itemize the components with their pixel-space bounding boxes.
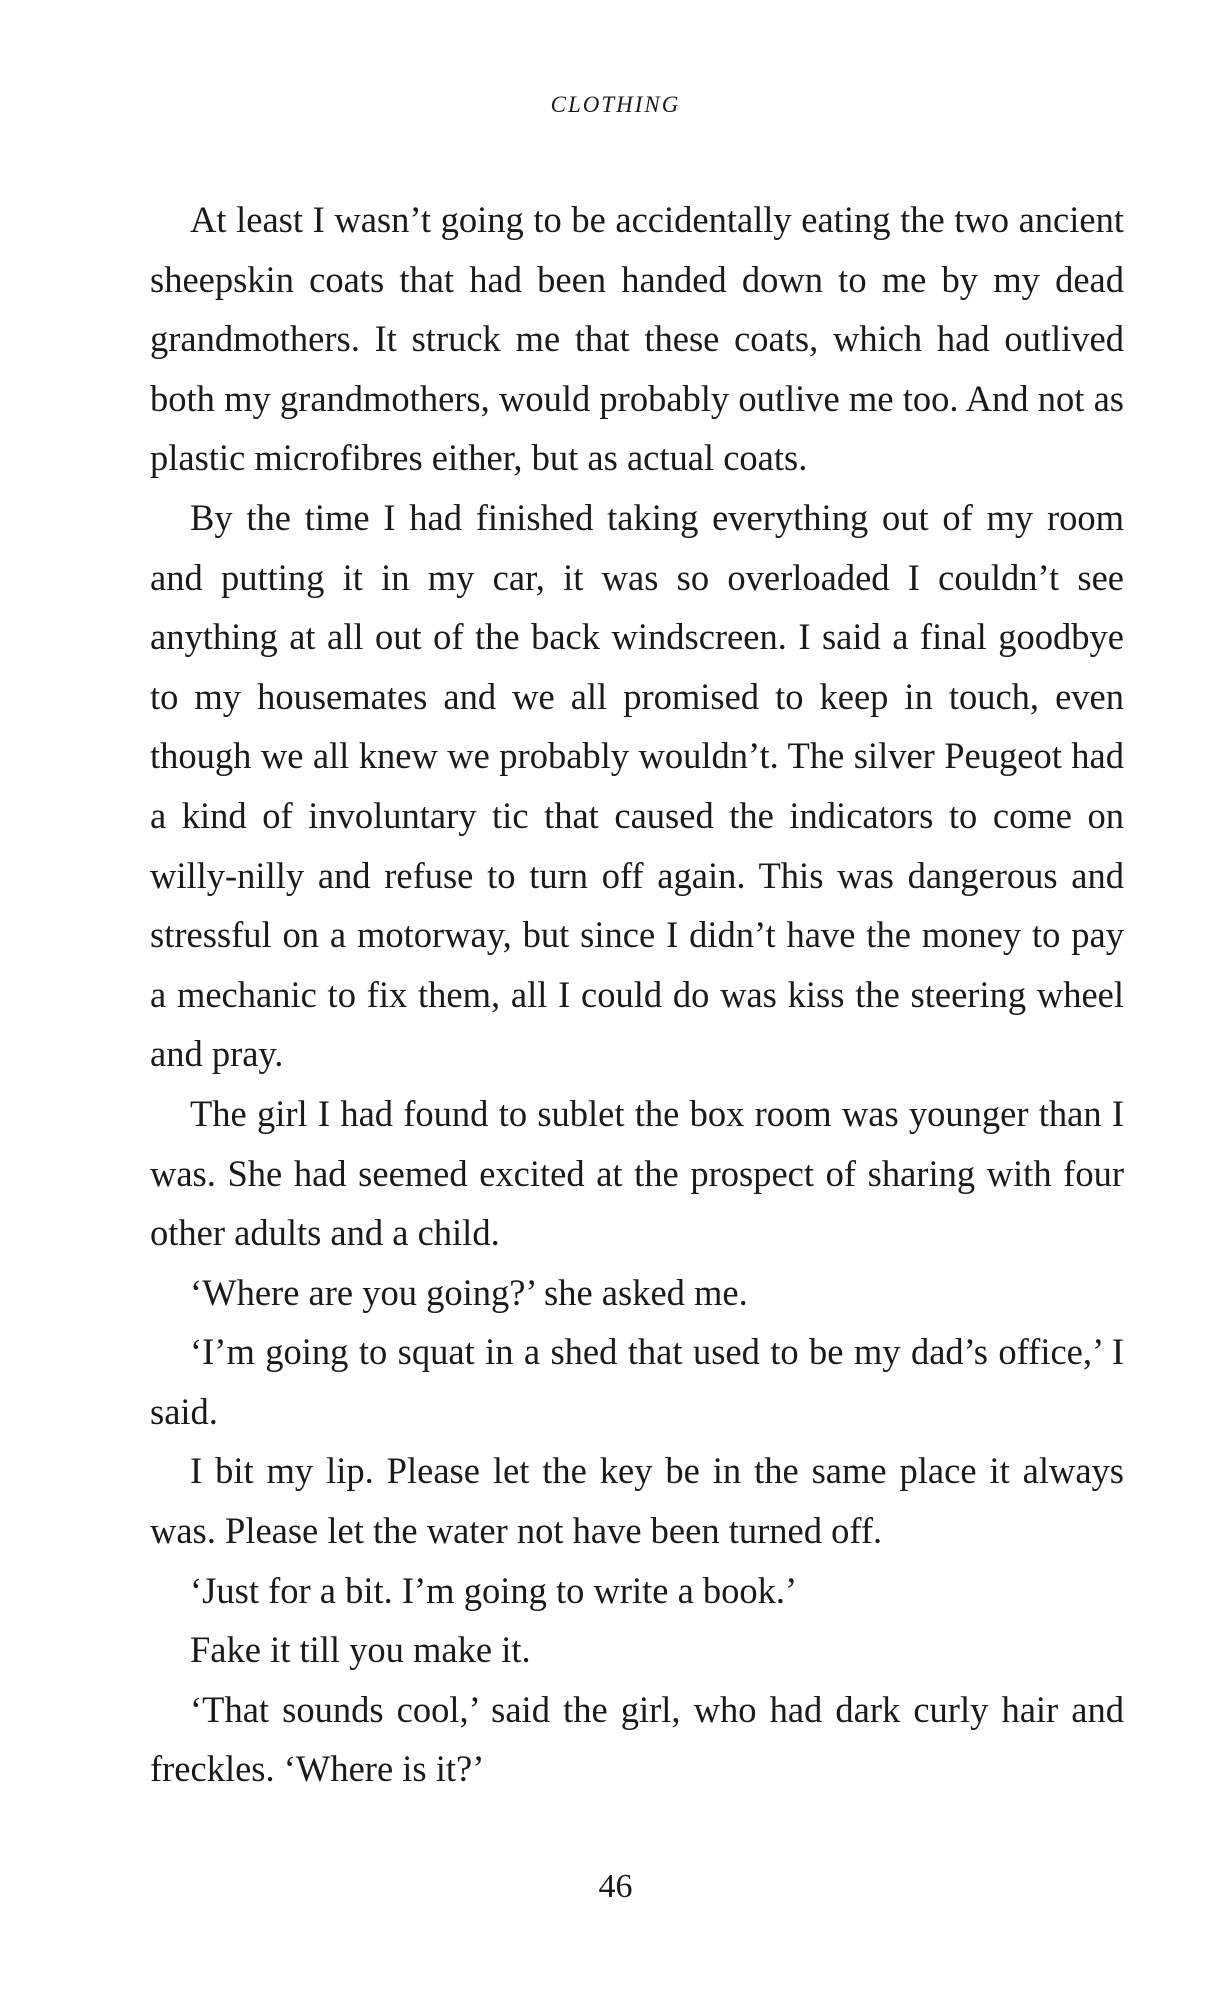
paragraph-6: I bit my lip. Please let the key be in the same place it always was. Please let the water not have been turned off. <box>150 1450 1124 1552</box>
paragraph-1: At least I wasn’t going to be accidentally eating the two ancient sheepskin coats that had been handed down to me by my dead grandmothers. It struck me that these coats, which had outlived both my grandmothers, would probably outlive me too. And not as plastic microfibres either, but as actual coats. <box>150 199 1124 479</box>
paragraph-9: ‘That sounds cool,’ said the girl, who had dark curly hair and freckles. ‘Where is it?’ <box>150 1688 1124 1790</box>
paragraph-3: The girl I had found to sublet the box room was younger than I was. She had seemed excited at the prospect of sharing with four other adults and a child. <box>150 1092 1124 1254</box>
body-text <box>150 190 1124 1799</box>
paragraph-7: ‘Just for a bit. I’m going to write a book.’ <box>190 1569 798 1611</box>
paragraph-2: By the time I had finished taking everything out of my room and putting it in my car, it was so overloaded I couldn’t see anything at all out of the back windscreen. I said a final goodbye to my housemates and we all promised to keep in touch, even though we all knew we probably wouldn’t. The silver Peugeot had a kind of involuntary tic that caused the indicators to come on willy-nilly and refuse to turn off again. This was dangerous and stressful on a motorway, but since I didn’t have the money to pay a mechanic to fix them, all I could do was kiss the steering wheel and pray. <box>150 496 1124 1075</box>
paragraph-4: ‘Where are you going?’ she asked me. <box>190 1271 748 1313</box>
paragraph-8: Fake it till you make it. <box>190 1629 531 1671</box>
running-head: CLOTHING <box>550 92 681 117</box>
paragraph-5: ‘I’m going to squat in a shed that used to be my dad’s office,’ I said. <box>150 1331 1124 1432</box>
page-number: 46 <box>598 1868 633 1905</box>
